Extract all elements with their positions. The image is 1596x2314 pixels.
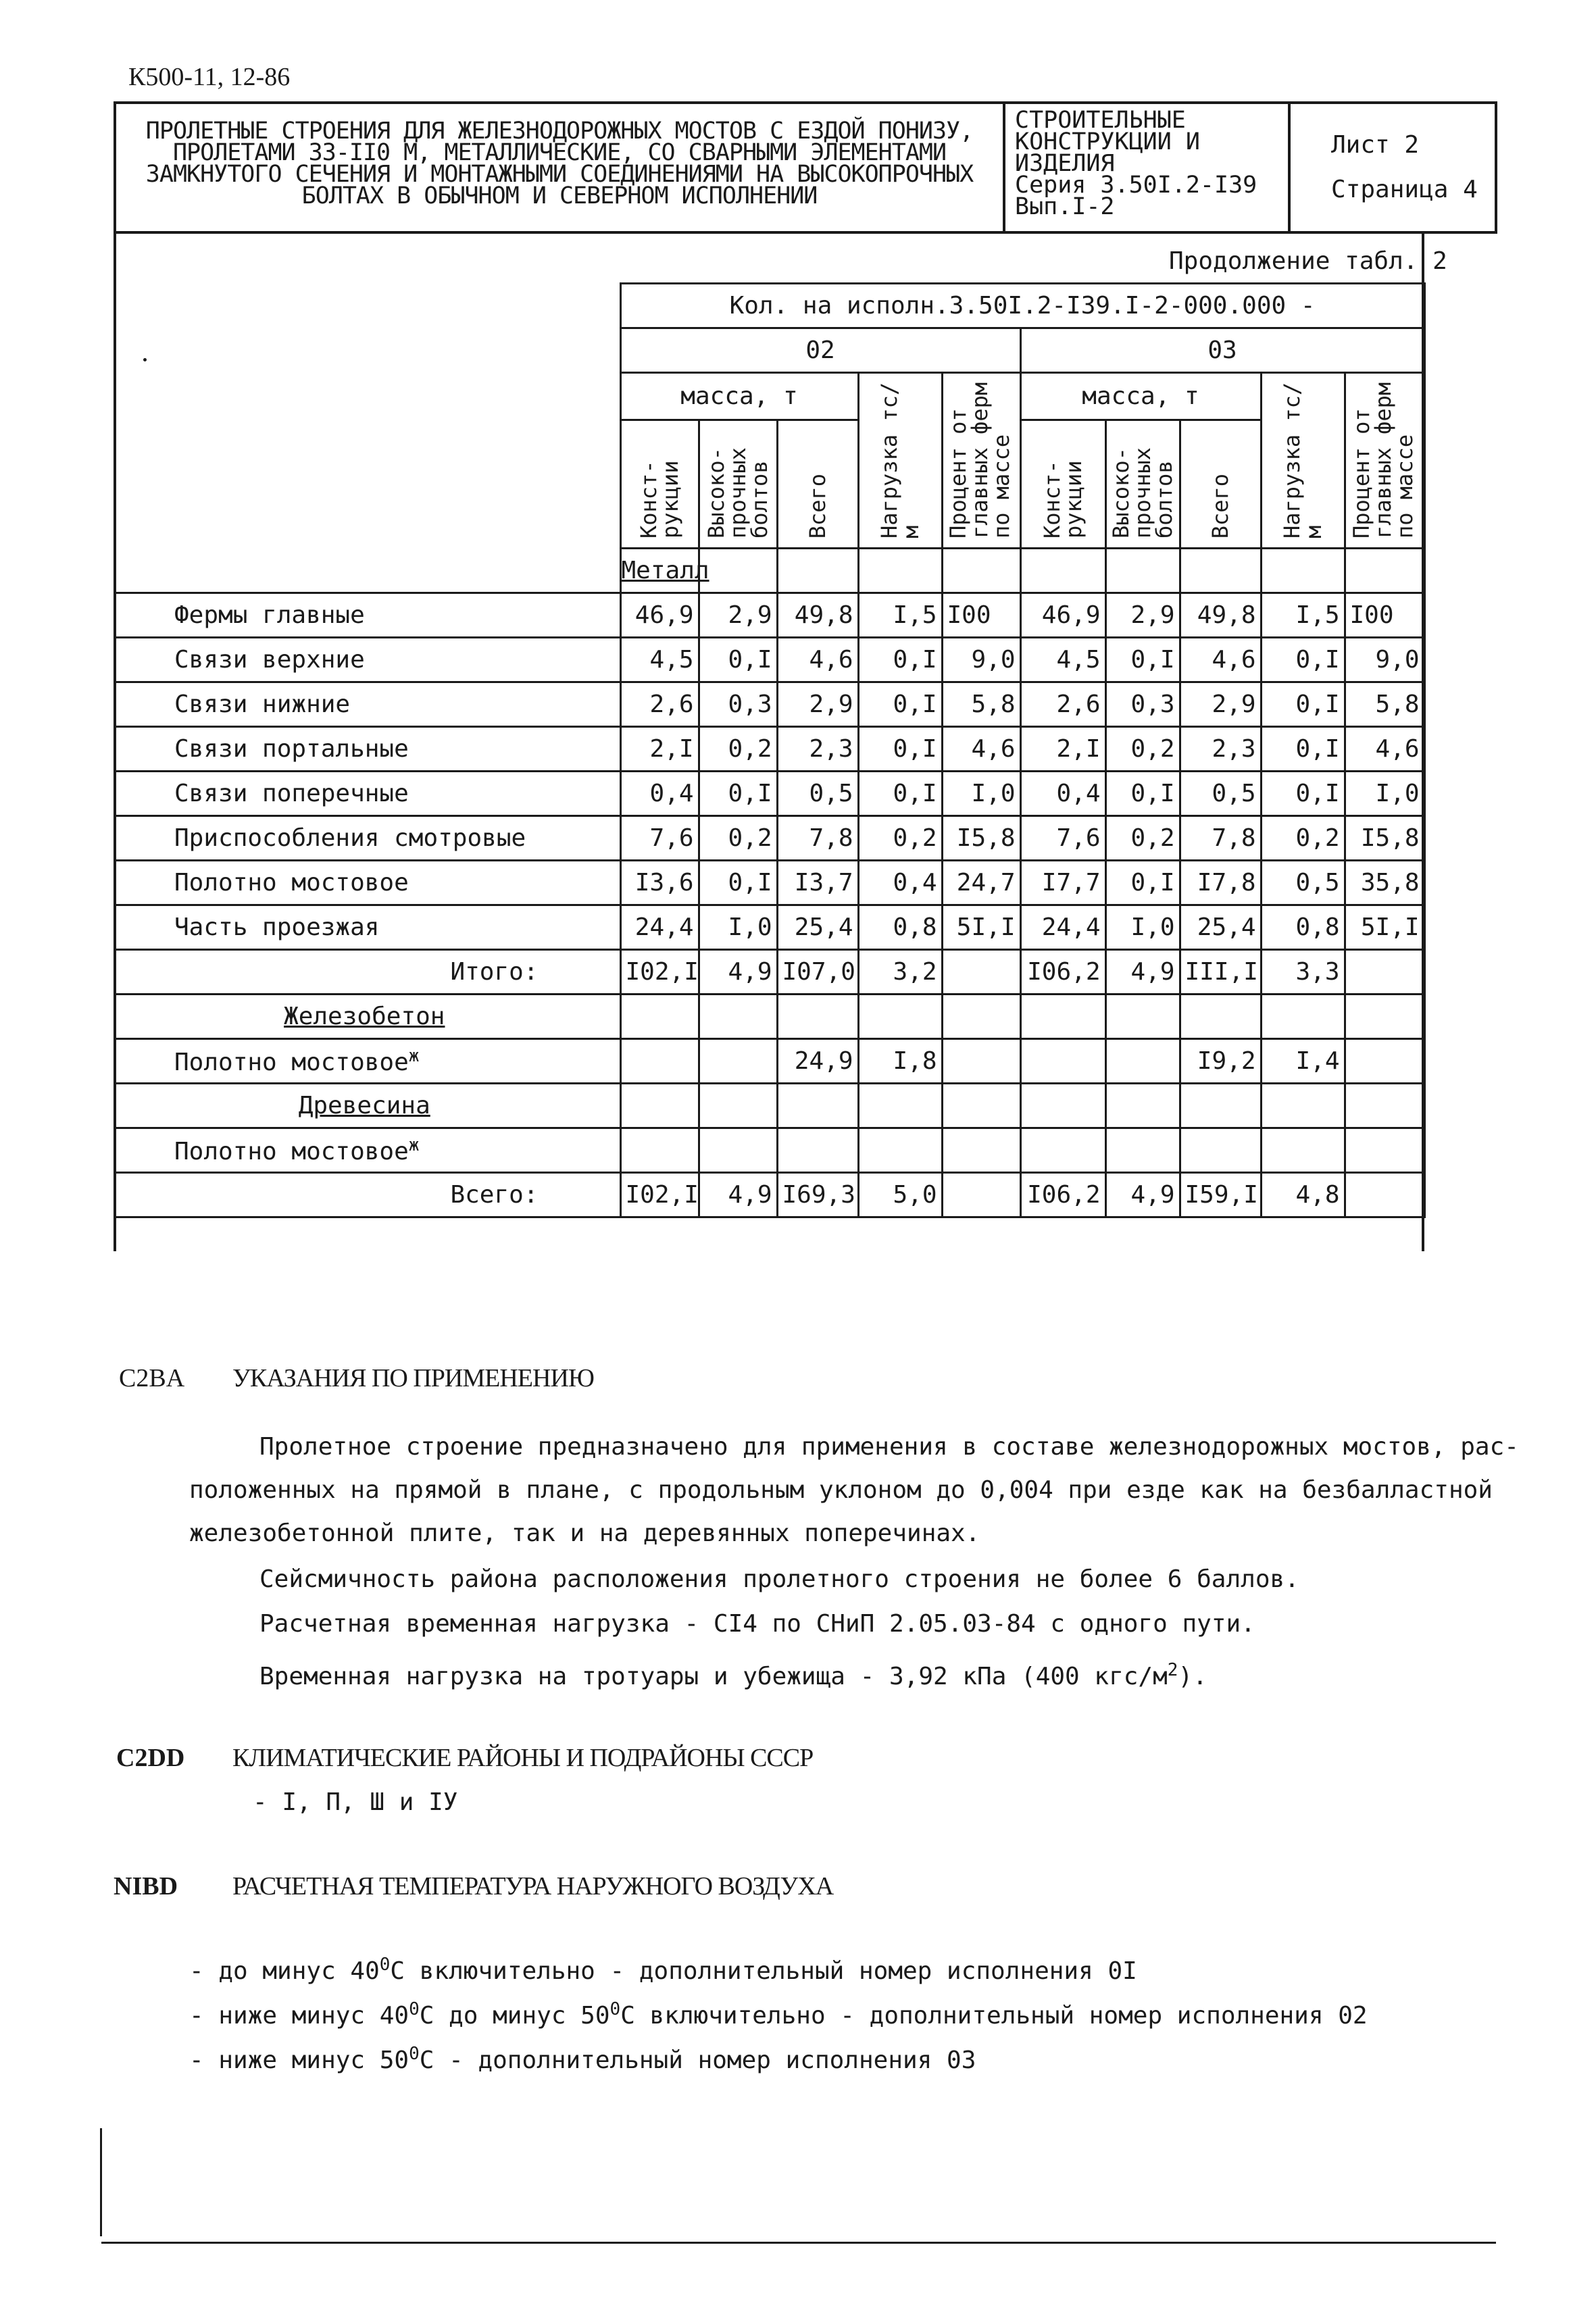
header-bolts-02-text: Высоко- прочных болтов [703,447,772,538]
metal-row-6 [114,861,1424,905]
title-line-1: ПРОЛЕТНЫЕ СТРОЕНИЯ ДЛЯ ЖЕЛЕЗНОДОРОЖНЫХ МОСТОВ С ЕЗДОЙ ПОНИЗУ, [145,118,974,145]
metal-row-1 [114,638,1424,682]
metal-row-1-cell-8: 0,I [1261,638,1345,682]
header-mass-03: масса, т [1020,373,1261,420]
sidewalk-sup: 2 [1167,1660,1178,1680]
header-blank [114,284,620,593]
header-variant-02: 02 [620,328,1020,373]
mass-table [114,282,1426,1218]
sidewalk-end: ). [1178,1663,1207,1690]
header-construction-02 [620,420,699,548]
temperature-item-3 [189,2032,976,2082]
metal-row-0-cell-6: 2,9 [1105,593,1180,638]
subtotal-row [114,950,1424,995]
section-code-3: NIBD [114,1872,178,1901]
sheet-number: Лист 2 [1331,131,1420,159]
wood-row-cell-6 [1105,1128,1180,1173]
header-load-02 [858,373,942,549]
total-row [114,1173,1424,1217]
metal-row-7-cell-3: 0,8 [858,905,942,950]
concrete-row-cell-5 [1020,1039,1105,1084]
temp-1-pre: - до минус 40 [189,1957,380,1985]
total-row-cell-3: 5,0 [858,1173,942,1217]
metal-row-5-cell-6: 0,2 [1105,816,1180,861]
metal-row-6-cell-9: 35,8 [1345,861,1424,905]
title-line-3: ЗАМКНУТОГО СЕЧЕНИЯ И МОНТАЖНЫМИ СОЕДИНЕНИЯМИ НА ВЫСОКОПРОЧНЫХ [145,161,974,188]
metal-row-1-cell-0: 4,5 [620,638,699,682]
category-line-2: КОНСТРУКЦИИ И [1015,128,1200,155]
total-row-cell-9 [1345,1173,1424,1217]
metal-row-6-cell-5: I7,7 [1020,861,1105,905]
metal-row-7-cell-6: I,0 [1105,905,1180,950]
metal-row-2-label [114,682,620,727]
title-block [114,101,1497,234]
title-line-2: ПРОЛЕТАМИ 33-II0 М, МЕТАЛЛИЧЕСКИЕ, СО СВАРНЫМИ ЭЛЕМЕНТАМИ [172,139,947,166]
continuation-label: Продолжение табл. 2 [1169,247,1447,275]
wood-row-cell-1 [699,1128,777,1173]
metal-row-1-cell-2: 4,6 [777,638,858,682]
concrete-row-cell-4 [942,1039,1020,1084]
subtotal-row-cell-5: I06,2 [1020,950,1105,995]
temp-2-deg: 0 [409,1999,420,2019]
metal-row-1-cell-1: 0,I [699,638,777,682]
metal-row-2-cell-2: 2,9 [777,682,858,727]
temp-2-deg2: 0 [609,1999,621,2019]
metal-row-6-cell-6: 0,I [1105,861,1180,905]
header-load-03-text: Нагрузка тс/м [1279,382,1326,538]
total-row-cell-7: I59,I [1180,1173,1261,1217]
header-total-03-text: Всего [1207,473,1233,538]
metal-row-7-cell-8: 0,8 [1261,905,1345,950]
metal-row-4-cell-6: 0,I [1105,772,1180,816]
concrete-row-cell-6 [1105,1039,1180,1084]
header-construction-03 [1020,420,1105,548]
metal-row-5-cell-3: 0,2 [858,816,942,861]
metal-row-0-cell-4: I00 [942,593,1020,638]
total-row-name: Всего: [450,1181,539,1209]
concrete-row-cell-3: I,8 [858,1039,942,1084]
total-row-cell-6: 4,9 [1105,1173,1180,1217]
header-load-02-text: Нагрузка тс/м [876,382,924,538]
header-construction-02-text: Конст- рукции [636,460,683,538]
metal-row-7-cell-2: 25,4 [777,905,858,950]
paragraph-seismic: Сейсмичность района расположения пролетного строения не более 6 баллов. [259,1565,1299,1593]
series-cell [1005,104,1291,231]
wood-row-cell-7 [1180,1128,1261,1173]
metal-row-5-cell-9: I5,8 [1345,816,1424,861]
metal-row-0-name: Фермы главные [174,601,365,629]
metal-row-6-cell-0: I3,6 [620,861,699,905]
metal-row-3-cell-2: 2,3 [777,727,858,772]
page-number: Страница 4 [1331,176,1478,203]
temp-2-pre: - ниже минус 40 [189,2002,409,2030]
metal-row-4-cell-9: I,0 [1345,772,1424,816]
header-load-03 [1261,373,1345,549]
issue-number: Вып.I-2 [1015,193,1115,220]
subtotal-row-name: Итого: [450,958,539,986]
margin-mark [100,2128,102,2236]
metal-row-5-cell-7: 7,8 [1180,816,1261,861]
wood-row-label [114,1128,620,1173]
sidewalk-text: Временная нагрузка на тротуары и убежища - 3,92 кПа (400 кгс/м [259,1663,1168,1690]
concrete-row-label [114,1039,620,1084]
metal-row-0-cell-9: I00 [1345,593,1424,638]
section-title-1: УКАЗАНИЯ ПО ПРИМЕНЕНИЮ [232,1364,594,1392]
metal-row-5-cell-1: 0,2 [699,816,777,861]
metal-row-3-cell-8: 0,I [1261,727,1345,772]
metal-row-1-cell-3: 0,I [858,638,942,682]
metal-row-4-cell-0: 0,4 [620,772,699,816]
metal-row-3-cell-1: 0,2 [699,727,777,772]
total-row-cell-2: I69,3 [777,1173,858,1217]
temp-2-mid: С до минус 50 [419,2002,610,2030]
section-metal [620,549,709,593]
metal-row-3-cell-9: 4,6 [1345,727,1424,772]
section-code-1: C2BA [119,1364,185,1392]
paragraph-load: Расчетная временная нагрузка - СI4 по СНиП 2.05.03-84 с одного пути. [259,1610,1255,1638]
concrete-row-cell-0 [620,1039,699,1084]
temp-3-post: С - дополнительный номер исполнения 03 [419,2046,976,2074]
header-percent-03-text: Процент от главных ферм по массе [1349,382,1418,538]
section-title-2: КЛИМАТИЧЕСКИЕ РАЙОНЫ И ПОДРАЙОНЫ СССР [232,1744,814,1772]
temperature-item-2 [189,1988,1368,2038]
metal-row-3-label [114,727,620,772]
metal-row-4-cell-4: I,0 [942,772,1020,816]
metal-row-3-cell-6: 0,2 [1105,727,1180,772]
section-wood [114,1084,620,1128]
metal-row-1-name: Связи верхние [174,646,365,674]
metal-row-1-label [114,638,620,682]
metal-row-3-cell-0: 2,I [620,727,699,772]
section-code-2: C2DD [116,1744,185,1772]
temp-3-pre: - ниже минус 50 [189,2046,409,2074]
header-bolts-03 [1105,420,1180,548]
metal-row-0-cell-5: 46,9 [1020,593,1105,638]
metal-row-4-cell-7: 0,5 [1180,772,1261,816]
metal-row-7-cell-0: 24,4 [620,905,699,950]
document-code: К500-11, 12-86 [128,63,291,91]
metal-row-0 [114,593,1424,638]
metal-row-5 [114,816,1424,861]
subtotal-row-cell-3: 3,2 [858,950,942,995]
subtotal-row-cell-0: I02,I [620,950,699,995]
metal-row-6-name: Полотно мостовое [174,869,409,897]
metal-row-6-cell-1: 0,I [699,861,777,905]
temperature-item-1 [189,1943,1137,1993]
section-metal-text: Металл [621,557,709,584]
wood-row-name: Полотно мостовое [174,1138,409,1165]
metal-row-7-cell-9: 5I,I [1345,905,1424,950]
metal-row-2-cell-7: 2,9 [1180,682,1261,727]
metal-row-5-cell-8: 0,2 [1261,816,1345,861]
metal-row-4-name: Связи поперечные [174,780,409,807]
header-percent-02-text: Процент от главных ферм по массе [945,382,1014,538]
total-row-cell-1: 4,9 [699,1173,777,1217]
concrete-row-name: Полотно мостовое [174,1049,409,1076]
metal-row-6-cell-3: 0,4 [858,861,942,905]
metal-row-1-cell-9: 9,0 [1345,638,1424,682]
metal-row-5-name: Приспособления смотровые [174,824,526,852]
sheet-cell [1291,104,1495,231]
concrete-row-cell-7: I9,2 [1180,1039,1261,1084]
total-row-cell-5: I06,2 [1020,1173,1105,1217]
metal-row-7-label [114,905,620,950]
metal-row-4-cell-5: 0,4 [1020,772,1105,816]
metal-row-2-cell-0: 2,6 [620,682,699,727]
total-row-cell-8: 4,8 [1261,1173,1345,1217]
metal-row-4-cell-8: 0,I [1261,772,1345,816]
temp-2-post: С включительно - дополнительный номер исполнения 02 [620,2002,1368,2030]
header-total-02 [777,420,858,548]
paragraph-line-2: положенных на прямой в плане, с продольным уклоном до 0,004 при езде как на безбалластной [189,1476,1493,1504]
concrete-row [114,1039,1424,1084]
metal-row-3-cell-5: 2,I [1020,727,1105,772]
metal-row-1-cell-7: 4,6 [1180,638,1261,682]
wood-row-cell-2 [777,1128,858,1173]
wood-row-cell-3 [858,1128,942,1173]
metal-row-2-cell-6: 0,3 [1105,682,1180,727]
metal-row-7-cell-5: 24,4 [1020,905,1105,950]
category-line-1: СТРОИТЕЛЬНЫЕ [1015,107,1186,134]
metal-row-0-cell-8: I,5 [1261,593,1345,638]
section-concrete [114,995,620,1039]
section-wood-text: Древесина [298,1092,430,1120]
climate-districts: - I, П, Ш и IУ [253,1788,458,1816]
temp-1-post: С включительно - дополнительный номер исполнения 0I [390,1957,1137,1985]
category-line-3: ИЗДЕЛИЯ [1015,150,1115,177]
header-quantity: Кол. на исполн.3.50I.2-I39.I-2-000.000 - [620,284,1424,328]
temp-1-deg: 0 [379,1955,391,1975]
metal-row-7 [114,905,1424,950]
subtotal-row-cell-7: III,I [1180,950,1261,995]
paragraph-line-3: железобетонной плите, так и на деревянных поперечинах. [189,1519,980,1547]
header-bolts-02 [699,420,777,548]
metal-row-2-cell-1: 0,3 [699,682,777,727]
subtotal-row-cell-6: 4,9 [1105,950,1180,995]
metal-row-2 [114,682,1424,727]
metal-row-0-label [114,593,620,638]
paragraph-line-1: Пролетное строение предназначено для применения в составе железнодорожных мостов, рас- [259,1433,1519,1461]
metal-row-7-name: Часть проезжая [174,913,380,941]
series-number: Серия 3.50I.2-I39 [1015,172,1257,199]
temp-3-deg: 0 [409,2044,420,2064]
metal-row-0-cell-1: 2,9 [699,593,777,638]
metal-row-0-cell-2: 49,8 [777,593,858,638]
metal-row-6-cell-8: 0,5 [1261,861,1345,905]
metal-row-1-cell-5: 4,5 [1020,638,1105,682]
wood-row-cell-4 [942,1128,1020,1173]
metal-row-5-label [114,816,620,861]
wood-row [114,1128,1424,1173]
concrete-row-cell-1 [699,1039,777,1084]
metal-row-4 [114,772,1424,816]
metal-row-4-cell-1: 0,I [699,772,777,816]
total-row-cell-4 [942,1173,1020,1217]
concrete-row-cell-8: I,4 [1261,1039,1345,1084]
metal-row-4-cell-2: 0,5 [777,772,858,816]
section-concrete-text: Железобетон [284,1003,445,1030]
header-percent-02 [942,373,1020,549]
metal-row-6-cell-2: I3,7 [777,861,858,905]
wood-row-cell-8 [1261,1128,1345,1173]
metal-row-4-label [114,772,620,816]
metal-row-2-cell-3: 0,I [858,682,942,727]
header-bolts-03-text: Высоко- прочных болтов [1108,447,1177,538]
metal-row-2-cell-4: 5,8 [942,682,1020,727]
metal-row-2-cell-8: 0,I [1261,682,1345,727]
concrete-row-cell-2: 24,9 [777,1039,858,1084]
metal-row-3-name: Связи портальные [174,735,409,763]
subtotal-row-cell-8: 3,3 [1261,950,1345,995]
bottom-rule [101,2242,1496,2244]
metal-row-6-cell-7: I7,8 [1180,861,1261,905]
header-total-03 [1180,420,1261,548]
wood-row-cell-5 [1020,1128,1105,1173]
metal-row-0-cell-0: 46,9 [620,593,699,638]
metal-row-7-cell-7: 25,4 [1180,905,1261,950]
metal-row-2-cell-9: 5,8 [1345,682,1424,727]
total-row-label [114,1173,620,1217]
section-title-3: РАСЧЕТНАЯ ТЕМПЕРАТУРА НАРУЖНОГО ВОЗДУХА [232,1872,834,1901]
section-row-wood [114,1084,1424,1128]
subtotal-row-cell-9 [1345,950,1424,995]
wood-row-footnote-mark: ж [408,1135,420,1155]
metal-row-7-cell-4: 5I,I [942,905,1020,950]
header-construction-03-text: Конст- рукции [1039,460,1087,538]
wood-row-cell-9 [1345,1128,1424,1173]
subtotal-row-cell-4 [942,950,1020,995]
subtotal-row-cell-1: 4,9 [699,950,777,995]
header-percent-03 [1345,373,1424,549]
metal-row-5-cell-5: 7,6 [1020,816,1105,861]
metal-row-0-cell-7: 49,8 [1180,593,1261,638]
metal-row-1-cell-4: 9,0 [942,638,1020,682]
metal-row-2-cell-5: 2,6 [1020,682,1105,727]
total-row-cell-0: I02,I [620,1173,699,1217]
title-line-4: БОЛТАХ В ОБЫЧНОМ И СЕВЕРНОМ ИСПОЛНЕНИИ [301,182,818,209]
metal-row-3-cell-7: 2,3 [1180,727,1261,772]
concrete-row-cell-9 [1345,1039,1424,1084]
metal-row-6-cell-4: 24,7 [942,861,1020,905]
metal-row-2-name: Связи нижние [174,690,351,718]
header-total-02-text: Всего [805,473,830,538]
header-mass-02: масса, т [620,373,858,420]
metal-row-0-cell-3: I,5 [858,593,942,638]
metal-row-1-cell-6: 0,I [1105,638,1180,682]
metal-row-3 [114,727,1424,772]
paragraph-sidewalk [259,1649,1207,1699]
wood-row-cell-0 [620,1128,699,1173]
metal-row-3-cell-3: 0,I [858,727,942,772]
section-row-concrete [114,995,1424,1039]
concrete-row-footnote-mark: ж [408,1046,420,1066]
metal-row-5-cell-4: I5,8 [942,816,1020,861]
metal-row-3-cell-4: 4,6 [942,727,1020,772]
metal-row-4-cell-3: 0,I [858,772,942,816]
title-cell [116,104,1005,231]
subtotal-row-label [114,950,620,995]
metal-row-5-cell-2: 7,8 [777,816,858,861]
subtotal-row-cell-2: I07,0 [777,950,858,995]
metal-row-6-label [114,861,620,905]
header-variant-03: 03 [1020,328,1424,373]
metal-row-7-cell-1: I,0 [699,905,777,950]
metal-row-5-cell-0: 7,6 [620,816,699,861]
